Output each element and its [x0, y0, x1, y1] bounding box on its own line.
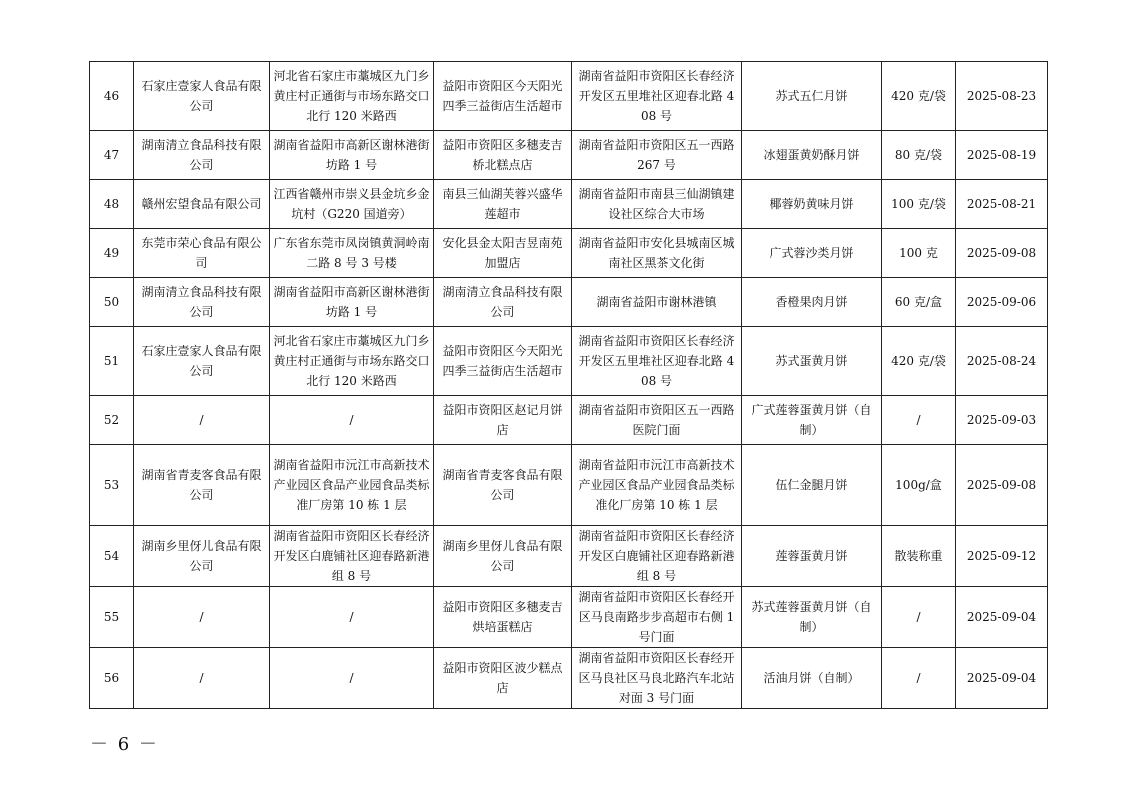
seller-address: 湖南省益阳市资阳区五一西路医院门面 — [578, 403, 735, 437]
seller-name-cell — [434, 131, 572, 180]
seller-name-cell — [434, 526, 572, 587]
seller-address-cell — [572, 587, 742, 648]
production-date: 2025-09-04 — [966, 671, 1037, 685]
row-number: 53 — [103, 478, 120, 492]
seller-address-cell — [572, 180, 742, 229]
product-name: 椰蓉奶黄味月饼 — [769, 197, 854, 211]
product-name-cell — [742, 396, 882, 445]
product-name: 香橙果肉月饼 — [775, 295, 848, 309]
row-number-cell — [90, 229, 134, 278]
product-spec-cell — [882, 62, 956, 131]
product-spec: 100 克 — [899, 246, 938, 260]
row-number: 50 — [103, 295, 120, 309]
producer-address-cell — [270, 327, 434, 396]
producer-name: / — [199, 413, 204, 427]
producer-address: / — [349, 413, 354, 427]
product-spec-cell — [882, 131, 956, 180]
production-date-cell — [956, 396, 1048, 445]
product-spec-cell — [882, 180, 956, 229]
seller-name-cell — [434, 327, 572, 396]
product-spec-cell — [882, 526, 956, 587]
producer-name-cell — [134, 131, 270, 180]
row-number: 47 — [103, 148, 120, 162]
production-date-cell — [956, 278, 1048, 327]
row-number-cell — [90, 526, 134, 587]
product-name: 苏式蛋黄月饼 — [775, 354, 848, 368]
product-spec: / — [916, 413, 921, 427]
seller-name: 南县三仙湖芙蓉兴盛华莲超市 — [442, 187, 563, 221]
producer-name-cell — [134, 278, 270, 327]
producer-name: / — [199, 671, 204, 685]
product-name-cell — [742, 445, 882, 526]
row-number: 55 — [103, 610, 120, 624]
product-spec-cell — [882, 587, 956, 648]
producer-name-cell — [134, 180, 270, 229]
table-row — [90, 131, 1048, 180]
production-date: 2025-08-21 — [966, 197, 1037, 211]
product-spec-cell — [882, 229, 956, 278]
product-spec: 60 克/盒 — [894, 295, 943, 309]
seller-address: 湖南省益阳市资阳区长春经济开发区五里堆社区迎春北路 408 号 — [578, 334, 735, 388]
seller-name: 益阳市资阳区波少糕点店 — [442, 661, 563, 695]
product-spec-cell — [882, 648, 956, 709]
seller-address-cell — [572, 278, 742, 327]
producer-name: 湖南清立食品科技有限公司 — [141, 285, 262, 319]
production-date: 2025-08-19 — [966, 148, 1037, 162]
product-name-cell — [742, 131, 882, 180]
producer-address: 河北省石家庄市藁城区九门乡黄庄村正通街与市场东路交口北行 120 米路西 — [273, 334, 430, 388]
table-row — [90, 62, 1048, 131]
product-name-cell — [742, 648, 882, 709]
seller-address: 湖南省益阳市资阳区长春经济开发区五里堆社区迎春北路 408 号 — [578, 69, 735, 123]
producer-address-cell — [270, 278, 434, 327]
seller-address: 湖南省益阳市南县三仙湖镇建设社区综合大市场 — [578, 187, 735, 221]
producer-name: 湖南清立食品科技有限公司 — [141, 138, 262, 172]
producer-address-cell — [270, 62, 434, 131]
seller-name-cell — [434, 180, 572, 229]
product-name: 广式莲蓉蛋黄月饼（自制） — [751, 403, 872, 437]
producer-address-cell — [270, 587, 434, 648]
producer-name-cell — [134, 327, 270, 396]
production-date-cell — [956, 587, 1048, 648]
row-number: 48 — [103, 197, 120, 211]
producer-address: 湖南省益阳市沅江市高新技术产业园区食品产业园食品类标准厂房第 10 栋 1 层 — [273, 458, 430, 512]
production-date: 2025-09-08 — [966, 246, 1037, 260]
production-date: 2025-09-06 — [966, 295, 1037, 309]
producer-address-cell — [270, 648, 434, 709]
producer-address-cell — [270, 180, 434, 229]
product-name-cell — [742, 180, 882, 229]
table-row — [90, 526, 1048, 587]
seller-address: 湖南省益阳市资阳区长春经济开发区白鹿铺社区迎春路新港组 8 号 — [578, 529, 735, 583]
producer-address-cell — [270, 131, 434, 180]
production-date-cell — [956, 445, 1048, 526]
table-row — [90, 327, 1048, 396]
product-name: 活油月饼（自制） — [763, 671, 860, 685]
seller-address-cell — [572, 131, 742, 180]
table-row — [90, 396, 1048, 445]
seller-name: 益阳市资阳区多穗麦吉桥北糕点店 — [442, 138, 563, 172]
producer-name-cell — [134, 587, 270, 648]
seller-name: 益阳市资阳区赵记月饼店 — [442, 403, 563, 437]
product-spec-cell — [882, 327, 956, 396]
product-name-cell — [742, 229, 882, 278]
production-date: 2025-09-08 — [966, 478, 1037, 492]
production-date-cell — [956, 180, 1048, 229]
row-number-cell — [90, 587, 134, 648]
seller-name: 湖南清立食品科技有限公司 — [442, 285, 563, 319]
product-name: 广式蓉沙类月饼 — [769, 246, 854, 260]
seller-address: 湖南省益阳市沅江市高新技术产业园区食品产业园食品类标准化厂房第 10 栋 1 层 — [578, 458, 735, 512]
seller-name: 安化县金太阳吉昱南苑加盟店 — [442, 236, 563, 270]
row-number-cell — [90, 131, 134, 180]
product-name-cell — [742, 526, 882, 587]
product-name-cell — [742, 587, 882, 648]
table-row — [90, 278, 1048, 327]
producer-name: / — [199, 610, 204, 624]
row-number-cell — [90, 327, 134, 396]
table-body — [90, 62, 1048, 709]
product-spec: 100 克/袋 — [891, 197, 946, 211]
seller-name: 益阳市资阳区多穗麦吉烘培蛋糕店 — [442, 600, 563, 634]
seller-name-cell — [434, 396, 572, 445]
producer-name-cell — [134, 526, 270, 587]
row-number: 52 — [103, 413, 120, 427]
producer-name: 湖南乡里伢儿食品有限公司 — [141, 539, 262, 573]
producer-name: 石家庄壹家人食品有限公司 — [141, 79, 262, 113]
seller-address: 湖南省益阳市资阳区五一西路 267 号 — [578, 138, 735, 172]
production-date-cell — [956, 526, 1048, 587]
seller-address-cell — [572, 229, 742, 278]
product-spec-cell — [882, 278, 956, 327]
production-date: 2025-08-23 — [966, 89, 1037, 103]
production-date: 2025-09-03 — [966, 413, 1037, 427]
row-number-cell — [90, 445, 134, 526]
producer-address-cell — [270, 445, 434, 526]
seller-name-cell — [434, 278, 572, 327]
production-date-cell — [956, 131, 1048, 180]
producer-name: 湖南省青麦客食品有限公司 — [141, 468, 262, 502]
row-number: 49 — [103, 246, 120, 260]
table-row — [90, 229, 1048, 278]
seller-address: 湖南省益阳市谢林港镇 — [596, 295, 717, 309]
product-spec: 100g/盒 — [895, 478, 942, 492]
product-spec: 420 克/袋 — [891, 89, 946, 103]
product-spec: 80 克/袋 — [894, 148, 943, 162]
row-number: 56 — [103, 671, 120, 685]
table-row — [90, 648, 1048, 709]
producer-name-cell — [134, 62, 270, 131]
producer-name: 石家庄壹家人食品有限公司 — [141, 344, 262, 378]
row-number: 46 — [103, 89, 120, 103]
producer-name-cell — [134, 229, 270, 278]
producer-address-cell — [270, 526, 434, 587]
page-number: － 6 － — [90, 734, 159, 755]
producer-name-cell — [134, 648, 270, 709]
table-row — [90, 180, 1048, 229]
product-spec: 散装称重 — [894, 549, 943, 563]
production-date-cell — [956, 229, 1048, 278]
seller-address-cell — [572, 445, 742, 526]
row-number: 54 — [103, 549, 120, 563]
production-date: 2025-08-24 — [966, 354, 1037, 368]
row-number-cell — [90, 648, 134, 709]
production-date-cell — [956, 62, 1048, 131]
producer-address: 湖南省益阳市资阳区长春经济开发区白鹿铺社区迎春路新港组 8 号 — [273, 529, 430, 583]
seller-name-cell — [434, 445, 572, 526]
producer-address: 江西省赣州市崇义县金坑乡金坑村（G220 国道旁） — [273, 187, 430, 221]
seller-name-cell — [434, 648, 572, 709]
row-number-cell — [90, 396, 134, 445]
seller-name: 湖南乡里伢儿食品有限公司 — [442, 539, 563, 573]
producer-name-cell — [134, 445, 270, 526]
seller-address-cell — [572, 648, 742, 709]
product-spec-cell — [882, 445, 956, 526]
product-name-cell — [742, 278, 882, 327]
seller-name-cell — [434, 229, 572, 278]
producer-name: 赣州宏望食品有限公司 — [141, 197, 262, 211]
product-spec: 420 克/袋 — [891, 354, 946, 368]
product-name: 莲蓉蛋黄月饼 — [775, 549, 848, 563]
producer-address: 广东省东莞市凤岗镇黄洞岭南二路 8 号 3 号楼 — [273, 236, 430, 270]
production-date-cell — [956, 648, 1048, 709]
seller-address: 湖南省益阳市资阳区长春经开区马良社区马良北路汽车北站对面 3 号门面 — [578, 651, 735, 705]
row-number-cell — [90, 180, 134, 229]
production-date: 2025-09-04 — [966, 610, 1037, 624]
seller-name-cell — [434, 587, 572, 648]
product-name-cell — [742, 327, 882, 396]
product-name: 苏式莲蓉蛋黄月饼（自制） — [751, 600, 872, 634]
producer-address: 湖南省益阳市高新区谢林港街坊路 1 号 — [273, 285, 430, 319]
producer-address: / — [349, 671, 354, 685]
product-name: 冰翅蛋黄奶酥月饼 — [763, 148, 860, 162]
seller-name: 益阳市资阳区今天阳光四季三益街店生活超市 — [442, 79, 563, 113]
product-spec: / — [916, 671, 921, 685]
producer-name: 东莞市荣心食品有限公司 — [141, 236, 262, 270]
producer-name-cell — [134, 396, 270, 445]
producer-address: 河北省石家庄市藁城区九门乡黄庄村正通街与市场东路交口北行 120 米路西 — [273, 69, 430, 123]
inspection-results-table — [89, 61, 1048, 709]
product-spec-cell — [882, 396, 956, 445]
table-row — [90, 587, 1048, 648]
producer-address: 湖南省益阳市高新区谢林港街坊路 1 号 — [273, 138, 430, 172]
table-row — [90, 445, 1048, 526]
product-name: 伍仁金腿月饼 — [775, 478, 848, 492]
production-date: 2025-09-12 — [966, 549, 1037, 563]
producer-address-cell — [270, 229, 434, 278]
seller-name-cell — [434, 62, 572, 131]
producer-address: / — [349, 610, 354, 624]
row-number-cell — [90, 278, 134, 327]
seller-address-cell — [572, 327, 742, 396]
product-spec: / — [916, 610, 921, 624]
seller-address: 湖南省益阳市安化县城南区城南社区黑茶文化街 — [578, 236, 735, 270]
product-name-cell — [742, 62, 882, 131]
product-name: 苏式五仁月饼 — [775, 89, 848, 103]
production-date-cell — [956, 327, 1048, 396]
seller-name: 益阳市资阳区今天阳光四季三益街店生活超市 — [442, 344, 563, 378]
seller-name: 湖南省青麦客食品有限公司 — [442, 468, 563, 502]
row-number-cell — [90, 62, 134, 131]
seller-address-cell — [572, 396, 742, 445]
seller-address-cell — [572, 62, 742, 131]
producer-address-cell — [270, 396, 434, 445]
row-number: 51 — [103, 354, 120, 368]
seller-address: 湖南省益阳市资阳区长春经开区马良南路步步高超市右侧 1 号门面 — [578, 590, 735, 644]
seller-address-cell — [572, 526, 742, 587]
